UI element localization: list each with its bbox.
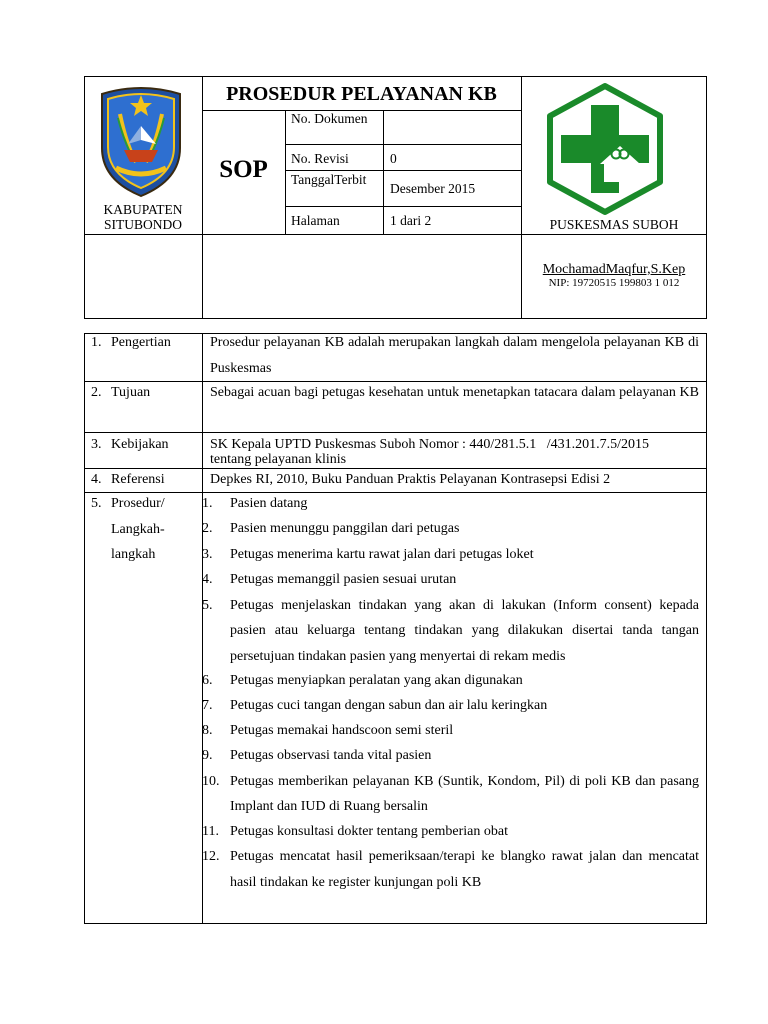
field-value-halaman: 1 dari 2 bbox=[390, 213, 432, 228]
section-text-referensi: Depkes RI, 2010, Buku Panduan Praktis Pelayanan Kontrasepsi Edisi 2 bbox=[210, 472, 611, 487]
section-label-tujuan: Tujuan bbox=[111, 385, 151, 400]
section-number: 5. bbox=[91, 496, 102, 511]
field-label-halaman: Halaman bbox=[291, 213, 340, 228]
step-number: 1. bbox=[202, 496, 213, 511]
section-label-kebijakan: Kebijakan bbox=[111, 437, 169, 452]
section-label-prosedur: Prosedur/ bbox=[111, 496, 165, 511]
sop-label: SOP bbox=[219, 156, 268, 183]
field-label-tanggal-terbit: TanggalTerbit bbox=[291, 172, 367, 187]
section-label-prosedur: langkah bbox=[111, 547, 156, 562]
step-number: 5. bbox=[202, 597, 213, 613]
section-number: 4. bbox=[91, 472, 102, 487]
step-number: 10. bbox=[202, 773, 220, 789]
step-text: Petugas cuci tangan dengan sabun dan air lalu keringkan bbox=[230, 697, 548, 713]
signatory-name: MochamadMaqfur,S.Kep bbox=[542, 262, 686, 277]
puskesmas-name: PUSKESMAS SUBOH bbox=[549, 217, 679, 232]
step-text: Pasien menunggu panggilan dari petugas bbox=[230, 521, 460, 536]
regency-name-line2: SITUBONDO bbox=[103, 217, 182, 232]
field-label-no-dokumen: No. Dokumen bbox=[291, 111, 368, 126]
step-number: 12. bbox=[202, 849, 220, 864]
section-number: 3. bbox=[91, 437, 102, 452]
step-number: 2. bbox=[202, 521, 213, 536]
section-text-kebijakan-line1: SK Kepala UPTD Puskesmas Suboh Nomor : 440/281.5.1 /431.201.7.5/2015 bbox=[210, 437, 650, 452]
signatory-nip: NIP: 19720515 199803 1 012 bbox=[548, 277, 680, 289]
field-value-tanggal-terbit: Desember 2015 bbox=[390, 181, 476, 196]
section-text-tujuan: Sebagai acuan bagi petugas kesehatan untuk menetapkan tatacara dalam pelayanan KB bbox=[210, 385, 699, 400]
step-text: Pasien datang bbox=[230, 496, 308, 511]
header-divider bbox=[285, 110, 286, 234]
section-label-pengertian: Pengertian bbox=[111, 335, 171, 350]
content-divider bbox=[84, 432, 707, 433]
puskesmas-logo-icon bbox=[544, 82, 666, 216]
section-text-kebijakan-line2: tentang pelayanan klinis bbox=[210, 452, 347, 467]
content-divider bbox=[84, 468, 707, 469]
step-number: 7. bbox=[202, 697, 213, 713]
step-text: Petugas menyiapkan peralatan yang akan digunakan bbox=[230, 673, 523, 688]
header-divider bbox=[285, 144, 521, 145]
field-label-no-revisi: No. Revisi bbox=[291, 151, 349, 166]
step-text: Petugas memanggil pasien sesuai urutan bbox=[230, 572, 457, 587]
step-number: 3. bbox=[202, 546, 213, 562]
step-text: Petugas memakai handscoon semi steril bbox=[230, 723, 454, 738]
step-number: 11. bbox=[202, 824, 219, 839]
step-text: Petugas observasi tanda vital pasien bbox=[230, 748, 432, 763]
header-divider bbox=[285, 206, 521, 207]
header-divider bbox=[84, 234, 707, 235]
regency-name-line1: KABUPATEN bbox=[103, 202, 183, 217]
kabupaten-crest-icon bbox=[96, 84, 186, 198]
content-divider bbox=[84, 492, 707, 493]
step-text: Petugas menerima kartu rawat jalan dari petugas loket bbox=[230, 546, 534, 562]
document-title: PROSEDUR PELAYANAN KB bbox=[226, 83, 497, 105]
section-text-pengertian: Prosedur pelayanan KB adalah merupakan langkah dalam mengelola pelayanan KB di Puskesmas bbox=[210, 335, 699, 376]
step-number: 6. bbox=[202, 673, 213, 688]
header-divider bbox=[202, 76, 203, 319]
section-label-referensi: Referensi bbox=[111, 472, 165, 487]
header-divider bbox=[383, 110, 384, 234]
step-number: 8. bbox=[202, 723, 213, 738]
step-text: Petugas mencatat hasil pemeriksaan/terapi ke blangko rawat jalan dan mencatat hasil tindakan ke register kunjungan poli KB bbox=[230, 849, 699, 890]
section-number: 1. bbox=[91, 335, 102, 350]
section-number: 2. bbox=[91, 385, 102, 400]
step-text: Petugas memberikan pelayanan KB (Suntik, Kondom, Pil) di poli KB dan pasang Implant dan IUD di Ruang bersalin bbox=[230, 773, 699, 814]
header-divider bbox=[285, 170, 521, 171]
field-value-no-revisi: 0 bbox=[390, 151, 397, 166]
step-number: 9. bbox=[202, 748, 213, 763]
step-text: Petugas konsultasi dokter tentang pemberian obat bbox=[230, 824, 508, 839]
step-number: 4. bbox=[202, 572, 213, 587]
section-label-prosedur: Langkah- bbox=[111, 521, 165, 537]
step-text: Petugas menjelaskan tindakan yang akan di lakukan (Inform consent) kepada pasien atau keluarga tentang tindakan yang dilakukan disertai tanda tangan persetujuan tindakan pasien yang menyertai di rekam medis bbox=[230, 597, 699, 664]
